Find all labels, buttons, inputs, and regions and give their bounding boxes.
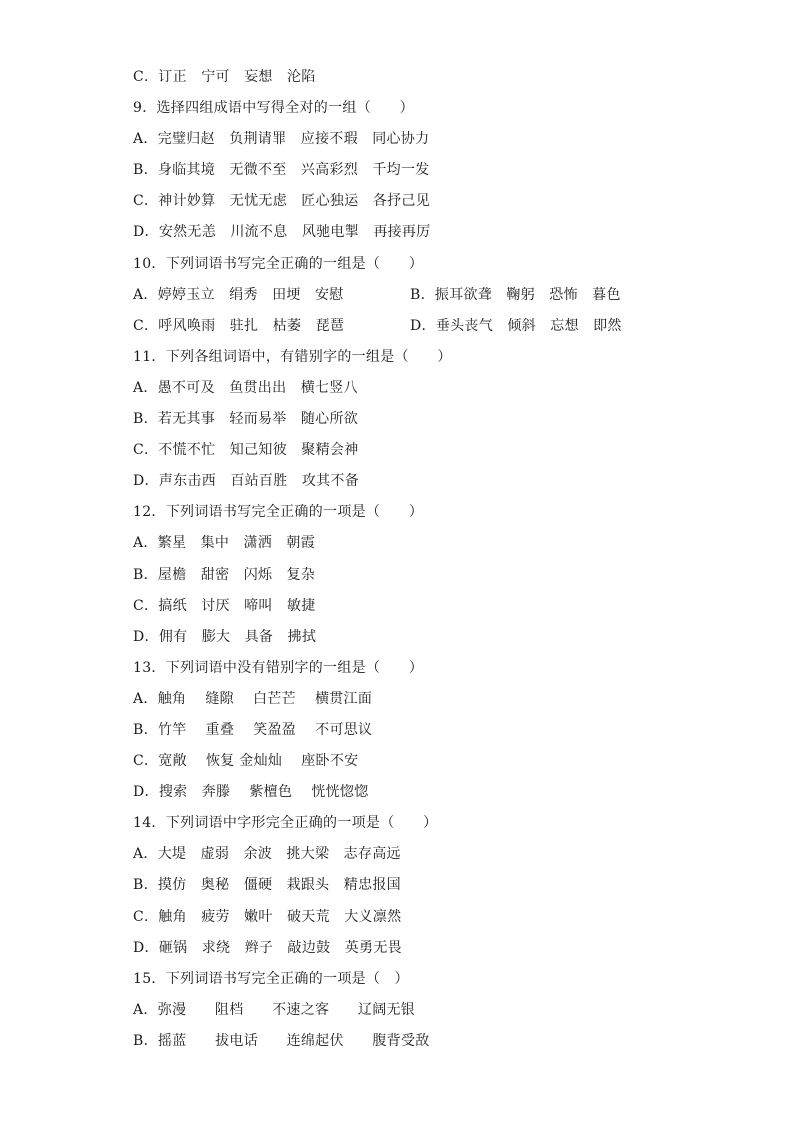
option-row-pair (133, 311, 693, 342)
option-line: A．愚不可及 鱼贯出出 横七竖八 (133, 379, 358, 396)
option-line: C．神计妙算 无忧无虑 匠心独运 各抒己见 (133, 193, 431, 210)
option-text: B．振耳欲聋 鞠躬 恐怖 暮色 (410, 286, 621, 303)
option-line: A．完璧归赵 负荆请罪 应接不瑕 同心协力 (133, 131, 430, 148)
option-line: B．摸仿 奥秘 僵硬 栽跟头 精忠报国 (133, 877, 401, 894)
question-list (133, 62, 693, 1057)
option-text: A．婷婷玉立 绢秀 田埂 安慰 (133, 286, 344, 303)
option-line: C．不慌不忙 知己知彼 聚精会神 (133, 442, 359, 459)
option-line: B．竹竿 重叠 笑盈盈 不可思议 (133, 721, 373, 738)
option-line: B．若无其事 轻而易举 随心所欲 (133, 411, 359, 428)
option-row-pair (133, 280, 693, 311)
option-line: A．大堤 虚弱 余波 挑大梁 志存高远 (133, 846, 401, 863)
option-line: C．搞纸 讨厌 啼叫 敏捷 (133, 597, 316, 614)
option-line: D．安然无恙 川流不息 风驰电掣 再接再厉 (133, 224, 431, 241)
question-stem: 13．下列词语中没有错别字的一组是（ ） (133, 659, 424, 676)
option-line: B．摇蓝 拔电话 连绵起伏 腹背受敌 (133, 1032, 430, 1049)
question-stem: 11．下列各组词语中，有错别字的一组是（ ） (133, 348, 452, 365)
option-line: C．触角 疲劳 嫩叶 破天荒 大义凛然 (133, 908, 402, 925)
question-stem: 10．下列词语书写完全正确的一组是（ ） (133, 255, 424, 272)
option-line: A．触角 缝隙 白芒芒 横贯江面 (133, 690, 373, 707)
option-line: D．砸锅 求绕 辫子 敲边鼓 英勇无畏 (133, 939, 402, 956)
option-line: B．屋檐 甜密 闪烁 复杂 (133, 566, 316, 583)
option-line: D．佣有 膨大 具备 拂拭 (133, 628, 317, 645)
option-line: B．身临其境 无微不至 兴高彩烈 千均一发 (133, 162, 430, 179)
question-stem: 12．下列词语书写完全正确的一项是（ ） (133, 504, 424, 521)
question-stem: 9．选择四组成语中写得全对的一组（ ） (133, 100, 414, 117)
option-line: C．宽敞 恢复 金灿灿 座卧不安 (133, 753, 359, 770)
option-line: A．弥漫 阻档 不速之客 辽阔无银 (133, 1001, 416, 1018)
option-line: D．声东击西 百站百胜 攻其不备 (133, 473, 360, 490)
question-stem: 14．下列词语中字形完全正确的一项是（ ） (133, 815, 438, 832)
option-text: D．垂头丧气 倾斜 忘想 即然 (410, 317, 622, 334)
question-stem: 15．下列词语书写完全正确的一项是（ ） (133, 970, 409, 987)
option-line: A．繁星 集中 潇洒 朝霞 (133, 535, 316, 552)
option-line: D．搜索 奔滕 紫檀色 恍恍惚惚 (133, 784, 369, 801)
option-text: C．呼风唤雨 驻扎 枯萎 琵琶 (133, 317, 345, 334)
option-line: C．订正 宁可 妄想 沦陷 (133, 69, 316, 85)
